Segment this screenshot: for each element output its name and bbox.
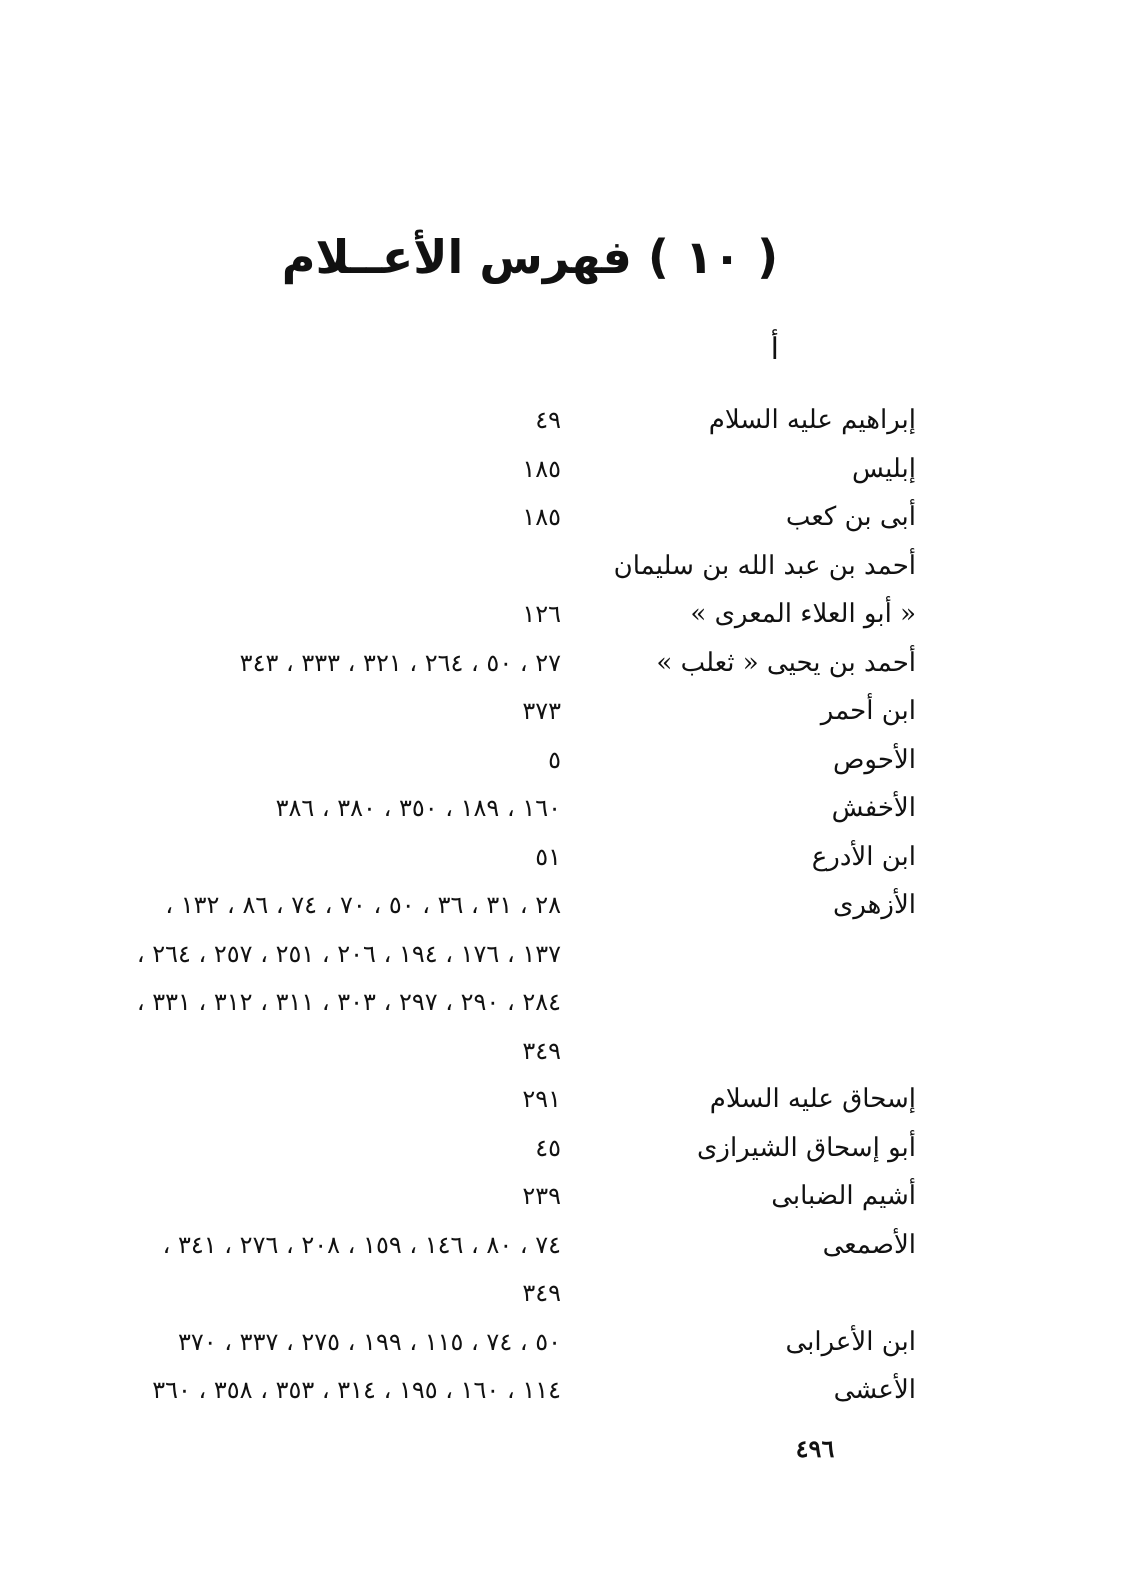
index-entry [0,881,1139,930]
entry-name: إسحاق عليه السلام [709,1084,916,1114]
entry-pages: ٥٠ ، ٧٤ ، ١١٥ ، ١٩٩ ، ٢٧٥ ، ٣٣٧ ، ٣٧٠ [177,1327,561,1356]
index-entry-continuation [0,1027,1139,1076]
entry-pages: ١٨٥ [522,454,561,483]
section-letter-heading: أ [770,332,779,367]
entry-pages: ٥ [548,745,561,774]
index-entry-continuation [0,930,1139,979]
index-entry [0,493,1139,542]
entry-pages: ٢٨٤ ، ٢٩٠ ، ٢٩٧ ، ٣٠٣ ، ٣١١ ، ٣١٢ ، ٣٣١ ، [136,988,561,1016]
entry-pages: ٧٤ ، ٨٠ ، ١٤٦ ، ١٥٩ ، ٢٠٨ ، ٢٧٦ ، ٣٤١ ، [162,1230,561,1259]
index-entry [0,1124,1139,1173]
entry-name: إبراهيم عليه السلام [708,405,916,435]
entry-pages: ١٨٥ [522,503,561,531]
entry-pages: ١٣٧ ، ١٧٦ ، ١٩٤ ، ٢٠٦ ، ٢٥١ ، ٢٥٧ ، ٢٦٤ ، [136,939,561,968]
entry-pages: ٢٧ ، ٥٠ ، ٢٦٤ ، ٣٢١ ، ٣٣٣ ، ٣٤٣ [239,648,561,677]
page-number: ٤٩٦ [795,1434,835,1463]
entry-pages: ٢٩١ [522,1085,561,1113]
index-entry-continuation [0,978,1139,1027]
entry-name: ابن أحمر [820,696,916,726]
entry-pages: ١٢٦ [522,600,561,628]
entry-name: الأخفش [831,793,916,823]
index-entry [0,833,1139,882]
entry-name: ابن الأعرابى [785,1326,916,1357]
index-entry-continuation [0,1269,1139,1318]
index-entry [0,445,1139,494]
entry-name: ابن الأدرع [811,841,916,872]
entry-name: أحمد بن عبد الله بن سليمان [613,550,916,581]
index-entry [0,736,1139,785]
entry-pages: ٣٤٩ [522,1279,561,1307]
index-entry [0,542,1139,591]
entry-pages: ٢٨ ، ٣١ ، ٣٦ ، ٥٠ ، ٧٠ ، ٧٤ ، ٨٦ ، ١٣٢ ، [165,891,561,919]
entry-name: أبى بن كعب [785,502,916,532]
entry-pages: ١٦٠ ، ١٨٩ ، ٣٥٠ ، ٣٨٠ ، ٣٨٦ [275,794,561,822]
entry-pages: ١١٤ ، ١٦٠ ، ١٩٥ ، ٣١٤ ، ٣٥٣ ، ٣٥٨ ، ٣٦٠ [152,1376,561,1404]
entry-pages: ٣٧٣ [522,697,561,725]
entry-name: إبليس [851,453,916,484]
entry-pages: ٣٤٩ [522,1036,561,1065]
entry-name: أبو إسحاق الشيرازى [697,1132,916,1163]
entry-pages: ٤٩ [535,406,561,434]
index-entry [0,687,1139,736]
index-entry [0,590,1139,639]
entry-name: الأعشى [833,1375,916,1405]
index-entry [0,396,1139,445]
index-entry [0,1172,1139,1221]
entry-pages: ٥١ [535,842,561,871]
index-entry [0,1318,1139,1367]
entry-name: الأزهرى [832,890,916,920]
entry-name: أشيم الضبابى [771,1181,916,1211]
entry-pages: ٤٥ [535,1133,561,1162]
entry-name: أحمد بن يحيى « ثعلب » [656,647,916,678]
entry-pages: ٢٣٩ [522,1182,561,1210]
index-title: ( ١٠ ) فهرس الأعــلام [281,230,779,284]
index-entry [0,1221,1139,1270]
index-entry [0,639,1139,688]
index-entry [0,1366,1139,1415]
entry-name: الأصمعى [822,1229,916,1260]
index-entries [0,396,1139,1415]
index-entry [0,784,1139,833]
entry-name: الأحوص [833,744,916,775]
index-entry [0,1075,1139,1124]
entry-name: « أبو العلاء المعرى » [690,599,916,629]
